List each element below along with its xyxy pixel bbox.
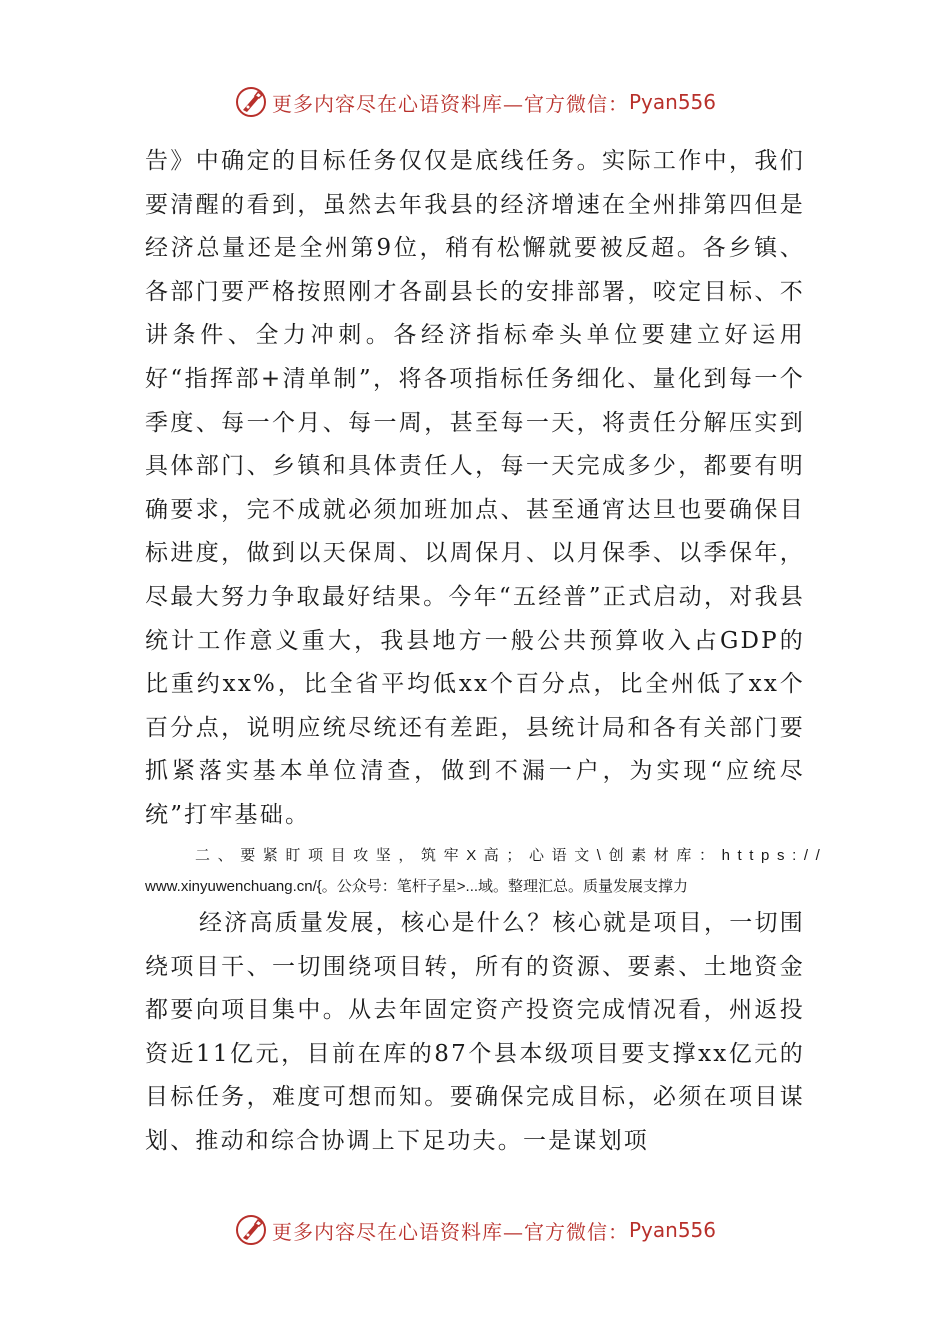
paragraph-3: [145, 902, 805, 1164]
paragraph-2-line-2-text: www.xinyuwenchuang.cn/{。公众号：笔杆子星>...域。整理汇总。质量发展支撑力: [145, 878, 689, 895]
pen-nib-logo-icon: [234, 85, 268, 119]
banner-wechat-id: Pyan556: [628, 1218, 716, 1242]
paragraph-1: [145, 140, 805, 838]
pen-nib-logo-icon: [234, 1213, 268, 1247]
paragraph-2-line-1-text: 二、要紧盯项目攻坚，筑牢X高；心语文\创素材库：https://: [195, 847, 828, 864]
paragraph-3-text: 经济高质量发展，核心是什么？核心就是项目，一切围绕项目干、一切围绕项目转，所有的资源、要素、土地资金都要向项目集中。从去年固定资产投资完成情况看，州返投资近11亿元，目前在库的87个县本级项目要支撑xx亿元的目标任务，难度可想而知。要确保完成目标，必须在项目谋划、推动和综合协调上下足功夫。一是谋划项: [145, 910, 805, 1154]
banner-wechat-id: Pyan556: [628, 90, 716, 114]
footer-banner: [0, 1210, 950, 1250]
paragraph-1-text: 告》中确定的目标任务仅仅是底线任务。实际工作中，我们要清醒的看到，虽然去年我县的经济增速在全州排第四但是经济总量还是全州第9位，稍有松懈就要被反超。各乡镇、各部门要严格按照刚才各副县长的安排部署，咬定目标、不讲条件、全力冲刺。各经济指标牵头单位要建立好运用好“指挥部+清单制”，将各项指标任务细化、量化到每一个季度、每一个月、每一周，甚至每一天，将责任分解压实到具体部门、乡镇和具体责任人，每一天完成多少，都要有明确要求，完不成就必须加班加点、甚至通宵达旦也要确保目标进度，做到以天保周、以周保月、以月保季、以季保年，尽最大努力争取最好结果。今年“五经普”正式启动，对我县统计工作意义重大，我县地方一般公共预算收入占GDP的比重约xx%，比全省平均低xx个百分点，比全州低了xx个百分点，说明应统尽统还有差距，县统计局和各有关部门要抓紧落实基本单位清查，做到不漏一户，为实现“应统尽统”打牢基础。: [145, 148, 805, 828]
paragraph-2-line-2: [145, 871, 807, 902]
paragraph-2-line-1: [145, 840, 828, 871]
paragraph-2: [145, 840, 828, 902]
header-banner: [0, 82, 950, 122]
banner-text: 更多内容尽在心语资料库—官方微信：: [271, 91, 629, 116]
banner-text: 更多内容尽在心语资料库—官方微信：: [271, 1219, 629, 1244]
